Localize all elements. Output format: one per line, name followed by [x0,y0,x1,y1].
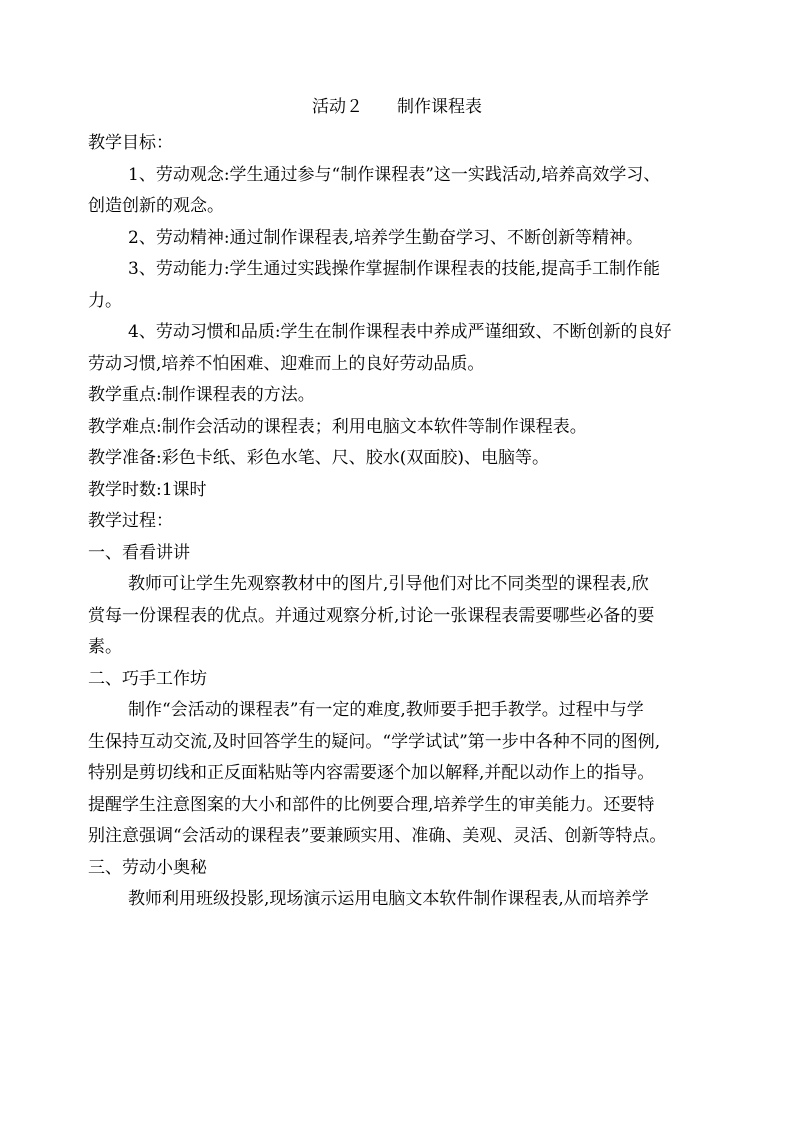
text-line: 教学难点:制作会活动的课程表；利用电脑文本软件等制作课程表。 [88,416,587,437]
text-line: 教学重点:制作课程表的方法。 [88,385,315,405]
text-line: 教学过程： [88,511,173,531]
text-line: 二、巧手工作坊 [88,668,207,689]
text-line: 制作“会活动的课程表”有一定的难度,教师要手把手教学。过程中与学 [128,700,644,720]
text-line: 3、劳动能力:学生通过实践操作掌握制作课程表的技能,提高手工制作能 [128,259,660,279]
text-line: 三、劳动小奥秘 [88,857,207,878]
text-line: 劳动习惯,培养不怕困难、迎难而上的良好劳动品质。 [88,353,485,374]
page-title: 活动２ 制作课程表 [312,97,482,117]
text-line: 创造创新的观念。 [88,196,224,216]
text-line: 1、劳动观念:学生通过参与“制作课程表”这一实践活动,培养高效学习、 [128,164,661,185]
text-line: 特别是剪切线和正反面粘贴等内容需要逐个加以解释,并配以动作上的指导。 [88,763,655,783]
document-body [88,128,720,916]
text-line: 赏每一份课程表的优点。并通过观察分析,讨论一张课程表需要哪些必备的要 [88,605,655,626]
text-line: 教学目标： [88,133,173,153]
text-line: 4、劳动习惯和品质:学生在制作课程表中养成严谨细致、不断创新的良好 [128,322,672,342]
text-line: 教师可让学生先观察教材中的图片,引导他们对比不同类型的课程表,欣 [128,574,649,594]
text-line: 别注意强调“会活动的课程表”要兼顾实用、准确、美观、灵活、创新等特点。 [88,826,667,846]
text-line: 2、劳动精神:通过制作课程表,培养学生勤奋学习、不断创新等精神。 [128,227,643,248]
text-line: 生保持互动交流,及时回答学生的疑问。“学学试试”第一步中各种不同的图例, [88,731,661,752]
text-line: 力。 [88,290,122,311]
text-line: 教学时数:1课时 [88,479,207,500]
text-line: 教学准备:彩色卡纸、彩色水笔、尺、胶水(双面胶)、电脑等。 [88,448,549,468]
text-line: 教师利用班级投影,现场演示运用电脑文本软件制作课程表,从而培养学 [128,889,649,909]
text-line: 提醒学生注意图案的大小和部件的比例要合理,培养学生的审美能力。还要特 [88,794,655,815]
text-line: 一、看看讲讲 [88,542,190,563]
text-line: 素。 [88,637,122,657]
